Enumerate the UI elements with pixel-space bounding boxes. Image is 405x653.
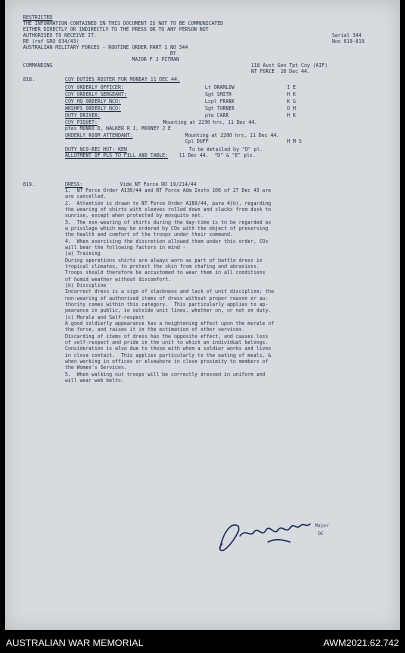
orderly-room-text: Mounting at 2200 hrs, 11 Dec 44.: [185, 133, 280, 139]
dress-line: 2. Attention is drawn to NT Force Order A189/44, para 4(b), regarding: [65, 201, 272, 207]
orderly-room-code: H M S: [287, 139, 302, 145]
duty-label-1: COY ORDERLY OFFICER:: [65, 85, 124, 91]
dress-line: Discarding of items of dress has the opposite effect, and causes loss: [65, 334, 269, 340]
dress-line: A good soldierly appearance has a heightening effect upon the morale of: [65, 321, 275, 327]
dress-line: 4. When exercising the discretion allowed them under this order, COs: [65, 239, 269, 245]
archive-id: AWM2021.62.742: [323, 638, 399, 649]
dress-line: 5. When walking out troops will be correctly dressed in uniform and: [65, 372, 266, 378]
handwritten-signature: [210, 508, 330, 558]
orderly-room-label: ORDERLY ROOM ATTENDANT:: [65, 133, 133, 139]
by-line: BY: [170, 51, 176, 57]
signature-title: OC: [318, 532, 324, 537]
dress-line: Incorrect dress is a sign of slackness and lack of unit discipline; the: [65, 289, 275, 295]
para-819-number: 819.: [23, 182, 35, 188]
duty-who-3: Lcpl FRANK: [205, 99, 235, 105]
archive-footer: [0, 630, 405, 653]
dress-line: sunrise, except when protected by mosquito net.: [65, 213, 204, 219]
duty-code-5: H K: [287, 113, 296, 119]
piquet-label: COY PIQUET:: [65, 120, 98, 126]
duty-who-1: Lt DRAMLOW: [205, 85, 235, 91]
reference-line: RE (ref GRO 634/43): [23, 39, 79, 45]
archive-name: AUSTRALIAN WAR MEMORIAL: [6, 638, 144, 649]
dress-line: when working in offices or elsewhere in close proximity to members of: [65, 359, 269, 365]
duty-code-2: H K: [287, 92, 296, 98]
duty-label-4: WKSHPS ORDERLY NCO:: [65, 106, 121, 112]
dress-line: During operations shirts are always worn as part of battle dress in: [65, 258, 263, 264]
dress-line: the force, and raises it in the estimation of other services.: [65, 327, 245, 333]
duty-nco-label: DUTY NCO-REC HUT: KEN: [65, 147, 127, 153]
dress-subheading: (b) Discipline: [65, 283, 107, 289]
restricted-label: RESTRICTED: [23, 15, 53, 21]
dress-line: Consideration is also due to those with whom a soldier works and lives: [65, 346, 272, 352]
duty-label-3: COY HQ ORDERLY NCO:: [65, 99, 121, 105]
dress-line: the Women's Services.: [65, 365, 127, 371]
orderly-room-name: Cpl DUFF: [185, 139, 209, 145]
order-numbers: Nos 619-819: [332, 39, 365, 45]
dress-line: 1. NT Force Order A136/44 and NT Force Adm Instn 106 of 27 Dec 43 are: [65, 188, 272, 194]
dress-heading: DRESS:: [65, 182, 83, 188]
duty-who-4: Sgt TURNER: [205, 106, 235, 112]
dress-line: of self-respect and pride in the unit to which an individual belongs.: [65, 340, 269, 346]
document-page: [5, 0, 400, 630]
dress-line: Troops should therefore be accustomed to wear them in all conditions: [65, 270, 266, 276]
duty-code-4: O H: [287, 106, 296, 112]
duty-code-3: K G: [287, 99, 296, 105]
duty-code-1: I E: [287, 85, 296, 91]
dress-subheading: (c) Morale and Self-respect: [65, 315, 145, 321]
serial-number: Serial 344: [332, 33, 362, 39]
dress-line: of humid weather without discomfort.: [65, 277, 171, 283]
warning-line-1: THE INFORMATION CONTAINED IN THIS DOCUMENT IS NOT TO BE COMMUNICATED: [23, 21, 224, 27]
dress-line: non-wearing of authorised items of dress without proper reason or au-: [65, 296, 269, 302]
dress-line: a privilege which may be ordered by COs with the object of preserving: [65, 226, 269, 232]
duty-label-2: COY ORDERLY SERGEANT:: [65, 92, 127, 98]
dress-references: Vide NT Force RO 19/214/44: [120, 182, 197, 188]
dress-line: thority comes within this category. This particularly applies to ap-: [65, 302, 269, 308]
commanding-label: COMMANDING: [23, 63, 53, 69]
piquet-names: ptes MUNRO D, WALKER R J, MOONEY J E: [65, 126, 171, 132]
allotment-text: 11 Dec 44. "D" & "E" pls.: [179, 153, 256, 159]
dress-line: are cancelled.: [65, 194, 107, 200]
dress-line: will bear the following factors in mind -: [65, 245, 186, 251]
duty-nco-text: To be detailed by "D" pl.: [189, 147, 263, 153]
unit-place-date: NT FORCE 10 Dec 44.: [251, 69, 310, 75]
dress-line: tropical climates, to protect the skin from chafing and abrasions.: [65, 264, 260, 270]
warning-line-3: AUTHORISED TO RECEIVE IT.: [23, 33, 97, 39]
order-title: AUSTRALIAN MILITARY FORCES - ROUTINE ORDER PART 1 NO 344: [23, 45, 188, 51]
piquet-text: Mounting at 2230 hrs, 11 Dec 44.: [163, 120, 258, 126]
signature-rank: Major: [315, 524, 329, 529]
duty-label-5: DUTY DRIVER:: [65, 113, 101, 119]
dress-line: 3. The non-wearing of shirts during the day-time is to be regarded as: [65, 220, 272, 226]
warning-line-2: EITHER DIRECTLY OR INDIRECTLY TO THE PRESS OR TO ANY PERSON NOT: [23, 27, 209, 33]
dress-line: the wearing of shirts with sleeves rolled down and slacks from dusk to: [65, 207, 272, 213]
dress-line: in close contact. This applies particularly to the eating of meals, &: [65, 353, 272, 359]
dress-line: pearance in public, ie outside unit lines, whether on, or not on duty.: [65, 308, 272, 314]
major-name: MAJOR F J PITMAN: [132, 57, 180, 63]
dress-subheading: (a) Training: [65, 251, 101, 257]
duty-who-5: pte CARR: [205, 113, 229, 119]
para-818-number: 818.: [23, 77, 35, 83]
duty-who-2: Sgt SMITH: [205, 92, 232, 98]
unit-name: 118 Aust Gen Tpt Coy (AIF): [251, 63, 328, 69]
dress-line: the health and comfort of the troops under their command.: [65, 232, 233, 238]
dress-line: will wear web belts.: [65, 378, 124, 384]
duties-heading: COY DUTIES ROSTER FOR MONDAY 11 DEC 44.: [65, 77, 180, 83]
allotment-label: ALLOTMENT OF PLS TO FILL AND TABLE:: [65, 153, 169, 159]
